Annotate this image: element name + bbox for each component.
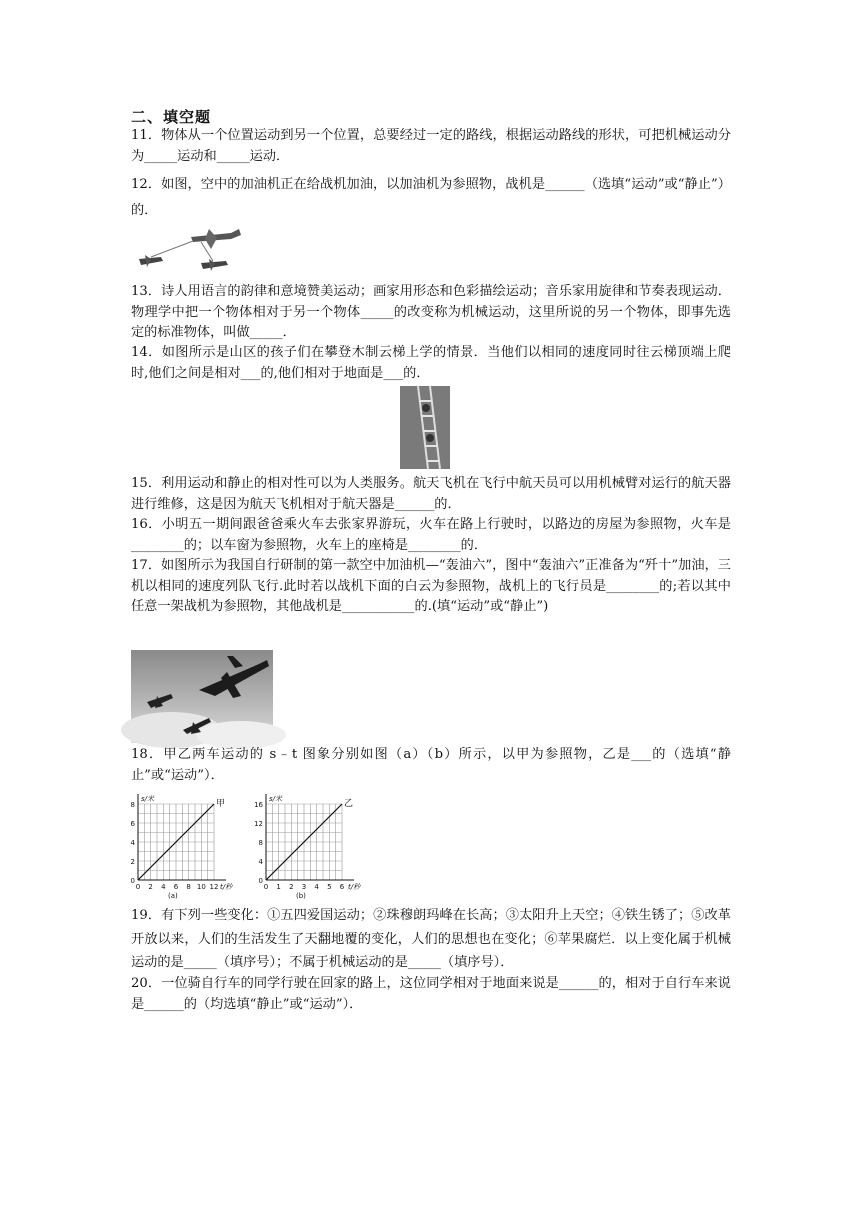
x-tick-label: 4 [161, 883, 166, 891]
y-tick-label: 2 [130, 858, 135, 866]
y-tick-label: 8 [130, 801, 135, 809]
y-axis-label: s/米 [269, 795, 283, 803]
y-tick-label: 0 [130, 877, 135, 885]
y-tick-label: 12 [254, 820, 263, 828]
x-tick-label: 2 [148, 883, 153, 891]
question-18: 18．甲乙两车运动的 s﹣t 图象分别如图（a）（b）所示，以甲为参照物，乙是___的（选填“静止”或“运动”）． [131, 747, 731, 783]
series-label-b: 乙 [344, 799, 354, 809]
x-tick-label: 6 [339, 883, 345, 891]
question-15: 15．利用运动和静止的相对性可以为人类服务。航天飞机在飞行中航天员可以用机械臂对运行的航天器进行维修，这是因为航天飞机相对于航天器是______的． [131, 476, 731, 512]
question-17: 17．如图所示为我国自行研制的第一款空中加油机—“轰油六”，图中“轰油六”正准备为“歼十”加油，三机以相同的速度列队飞行.此时若以战机下面的白云为参照物，战机上的飞行员是________的;若以其中任意一架战机为参照物，其他战机是___________的.(填“运动”或“静止”) [131, 558, 731, 614]
series-label-a: 甲 [216, 799, 226, 809]
graph-caption-a: (a) [168, 892, 178, 900]
x-tick-label: 3 [301, 883, 307, 891]
x-tick-label: 8 [186, 883, 191, 891]
x-tick-label: 1 [276, 883, 281, 891]
question-11: 11．物体从一个位置运动到另一个位置，总要经过一定的路线，根据运动路线的形状，可把机械运动分为_____运动和_____运动． [131, 128, 731, 164]
graph-b-svg [256, 788, 368, 900]
x-tick-label: 2 [289, 883, 294, 891]
x-tick-label: 6 [173, 883, 179, 891]
refueling-aircraft-image [131, 219, 251, 275]
x-tick-label: 0 [135, 883, 141, 891]
y-tick-label: 0 [258, 877, 263, 885]
question-20: 20．一位骑自行车的同学行驶在回家的路上，这位同学相对于地面来说是______的，相对于自行车来说是______的（均选填“静止”或“运动”）． [131, 976, 731, 1012]
x-tick-label: 0 [263, 883, 269, 891]
x-axis-label: t/秒 [220, 883, 233, 891]
graph-b [256, 788, 368, 900]
cloud-ladder-image [400, 386, 450, 469]
question-12: 12．如图，空中的加油机正在给战机加油，以加油机为参照物，战机是______（选填“运动”或“静止”）的． [131, 177, 731, 218]
y-tick-label: 16 [254, 801, 263, 809]
section-title: 二、填空题 [131, 108, 212, 126]
y-tick-label: 4 [130, 839, 135, 847]
question-19: 19．有下列一些变化：①五四爱国运动；②珠穆朗玛峰在长高；③太阳升上天空；④铁生锈了；⑤改革开放以来，人们的生活发生了天翻地覆的变化，人们的思想也在变化；⑥苹果腐烂．以上变化属于机械运动的是_____（填序号）；不属于机械运动的是_____（填序号）． [131, 908, 731, 970]
question-16: 16．小明五一期间跟爸爸乘火车去张家界游玩，火车在路上行驶时，以路边的房屋为参照物，火车是________的；以车窗为参照物，火车上的座椅是________的． [131, 517, 731, 553]
y-tick-label: 8 [258, 839, 263, 847]
question-14: 14．如图所示是山区的孩子们在攀登木制云梯上学的情景．当他们以相同的速度同时往云梯顶端上爬时,他们之间是相对___的,他们相对于地面是___的． [131, 345, 731, 381]
tanker-fighters-image [131, 650, 273, 743]
graph-caption-b: (b) [296, 892, 306, 900]
y-tick-label: 6 [130, 820, 135, 828]
graph-a [128, 788, 240, 900]
y-tick-label: 4 [258, 858, 263, 866]
x-tick-label: 10 [196, 883, 206, 891]
question-13: 13．诗人用语言的韵律和意境赞美运动；画家用形态和色彩描绘运动；音乐家用旋律和节奏表现运动．物理学中把一个物体相对于另一个物体_____的改变称为机械运动，这里所说的另一个物体，即事先选定的标准物体，叫做_____． [131, 284, 731, 340]
graph-a-svg [128, 788, 240, 900]
x-axis-label: t/秒 [348, 883, 361, 891]
x-tick-label: 5 [327, 883, 332, 891]
x-tick-label: 12 [209, 883, 219, 891]
y-axis-label: s/米 [141, 795, 155, 803]
x-tick-label: 4 [314, 883, 319, 891]
